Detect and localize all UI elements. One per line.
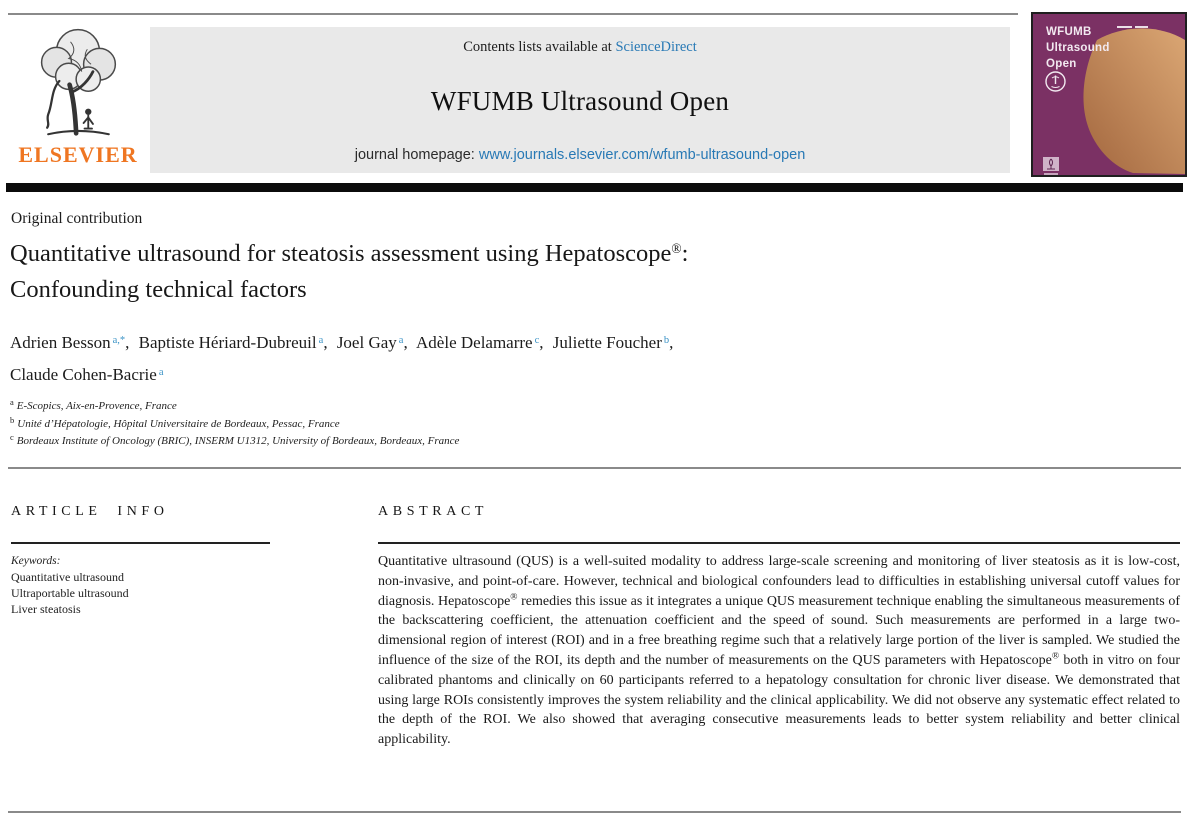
abstract-rule — [378, 542, 1180, 544]
author — [139, 333, 333, 352]
registered-trademark-symbol: ® — [1051, 651, 1060, 662]
affiliation-row — [10, 416, 459, 434]
author-affiliation-link[interactable]: a — [398, 335, 404, 347]
elsevier-logo — [13, 22, 143, 168]
keyword-item: Liver steatosis — [11, 601, 81, 616]
cover-issue-marks — [1117, 26, 1157, 31]
author-affiliation-link[interactable]: a — [158, 367, 164, 379]
wfumb-emblem-icon — [1044, 70, 1067, 98]
affiliation-list — [10, 398, 459, 451]
abstract-paragraph — [378, 552, 1180, 750]
affiliation-text: Unité d’Hépatologie, Hôpital Universitaire de Bordeaux, Pessac, France — [17, 417, 340, 430]
cover-title-line1: WFUMB — [1046, 26, 1092, 38]
article-title-line2: Confounding technical factors — [10, 276, 307, 303]
author-name: Joel Gay — [336, 333, 397, 352]
author-separator: , — [125, 333, 130, 352]
journal-cover-thumbnail — [1031, 12, 1187, 177]
contents-prefix: Contents lists available at — [463, 39, 616, 55]
cover-title-line2: Ultrasound — [1046, 42, 1110, 54]
author-name: Adrien Besson — [10, 333, 111, 352]
article-info-section — [11, 503, 270, 617]
keyword-item: Quantitative ultrasound — [11, 569, 124, 584]
author — [416, 333, 549, 352]
affiliation-text: E-Scopics, Aix-en-Provence, France — [16, 400, 177, 412]
author — [10, 333, 134, 352]
author-separator: , — [669, 333, 674, 352]
top-divider — [8, 13, 1018, 15]
abstract-text-part: Quantitative ultrasound (QUS) is a well-suited modality to address large-scale screening and monitoring of liver steatosis as it is low-cost, non-invasive, and point-of-care. However, technical and biological confounders lead to difficulties in establishing universal cutoff values for diagnosis. Hepatoscope — [378, 554, 1180, 609]
affiliation-row — [10, 398, 459, 416]
author-affiliation-link[interactable]: a,* — [112, 335, 126, 347]
journal-banner — [150, 27, 1010, 173]
sciencedirect-link[interactable]: ScienceDirect — [615, 39, 697, 55]
author-separator: , — [323, 333, 328, 352]
elsevier-wordmark: ELSEVIER — [18, 142, 138, 167]
article-title — [10, 237, 1180, 306]
author-affiliation-link[interactable]: b — [663, 335, 670, 347]
article-info-rule — [11, 542, 270, 544]
cover-journal-title — [1046, 24, 1110, 72]
journal-homepage-link[interactable]: www.journals.elsevier.com/wfumb-ultrasound-open — [478, 147, 806, 163]
affiliation-text: Bordeaux Institute of Oncology (BRIC), INSERM U1312, University of Bordeaux, Bordeaux, France — [16, 435, 460, 447]
author-affiliation-link[interactable]: a — [318, 335, 324, 347]
author-line-2 — [10, 360, 1180, 392]
author — [337, 333, 413, 352]
article-title-line1: Quantitative ultrasound for steatosis assessment using Hepatoscope — [10, 240, 672, 267]
contents-line — [463, 39, 697, 56]
author-name: Adèle Delamarre — [416, 333, 533, 352]
homepage-line — [355, 147, 806, 163]
registered-trademark-symbol: ® — [671, 240, 682, 256]
article-info-heading: ARTICLE INFO — [11, 504, 169, 519]
header-black-bar — [6, 183, 1183, 192]
author-name: Claude Cohen-Bacrie — [10, 365, 157, 384]
author-separator: , — [403, 333, 408, 352]
author-name: Baptiste Hériard-Dubreuil — [138, 333, 317, 352]
affiliation-marker: c — [10, 432, 14, 443]
registered-trademark-symbol: ® — [510, 591, 518, 602]
cover-title-line3: Open — [1046, 58, 1077, 70]
abstract-text-part: remedies this issue as it integrates a unique QUS measurement technique enabling the simultaneous measurements of the backscattering coefficient, the attenuation coefficient and the speed of sound. Such measurements are performed in a large two-dimensional region of interest (ROI) and in a free breathing regime such that a relatively large portion of the liver is sampled. We studied the influence of the size of the ROI, its depth and the number of measurements on the QUS parameters with Hepatoscope — [378, 593, 1180, 668]
abstract-heading: ABSTRACT — [378, 504, 489, 519]
abstract-section — [378, 503, 1180, 750]
keyword-item: Ultraportable ultrasound — [11, 585, 129, 600]
author — [10, 365, 164, 384]
homepage-prefix: journal homepage: — [354, 147, 479, 163]
affiliation-marker: a — [10, 397, 14, 408]
keywords-label: Keywords: — [11, 554, 61, 567]
section-divider — [8, 467, 1181, 469]
article-type-label: Original contribution — [11, 210, 143, 227]
author-affiliation-link[interactable]: c — [534, 335, 540, 347]
cover-elsevier-mark-icon — [1043, 157, 1059, 177]
bottom-divider — [8, 811, 1181, 813]
affiliation-marker: b — [10, 414, 15, 425]
author — [553, 333, 679, 352]
author-name: Juliette Foucher — [552, 333, 662, 352]
author-separator: , — [539, 333, 544, 352]
article-title-colon: : — [681, 240, 689, 267]
abstract-text-part: both in vitro on four calibrated phantoms and clinically on 60 participants referred to a hepatology consultation for chronic liver disease. We demonstrated that using large ROIs consistently improves the system reliability and the clinical applicability. We did not observe any systematic effect related to the depth of the ROI. We also showed that averaging consecutive measurements leads to better system reliability and better clinical applicability. — [378, 652, 1180, 748]
journal-title: WFUMB Ultrasound Open — [430, 86, 730, 116]
author-line-1 — [10, 328, 1180, 360]
author-list — [10, 328, 1180, 392]
affiliation-row — [10, 433, 459, 451]
elsevier-tree-icon — [13, 22, 143, 140]
